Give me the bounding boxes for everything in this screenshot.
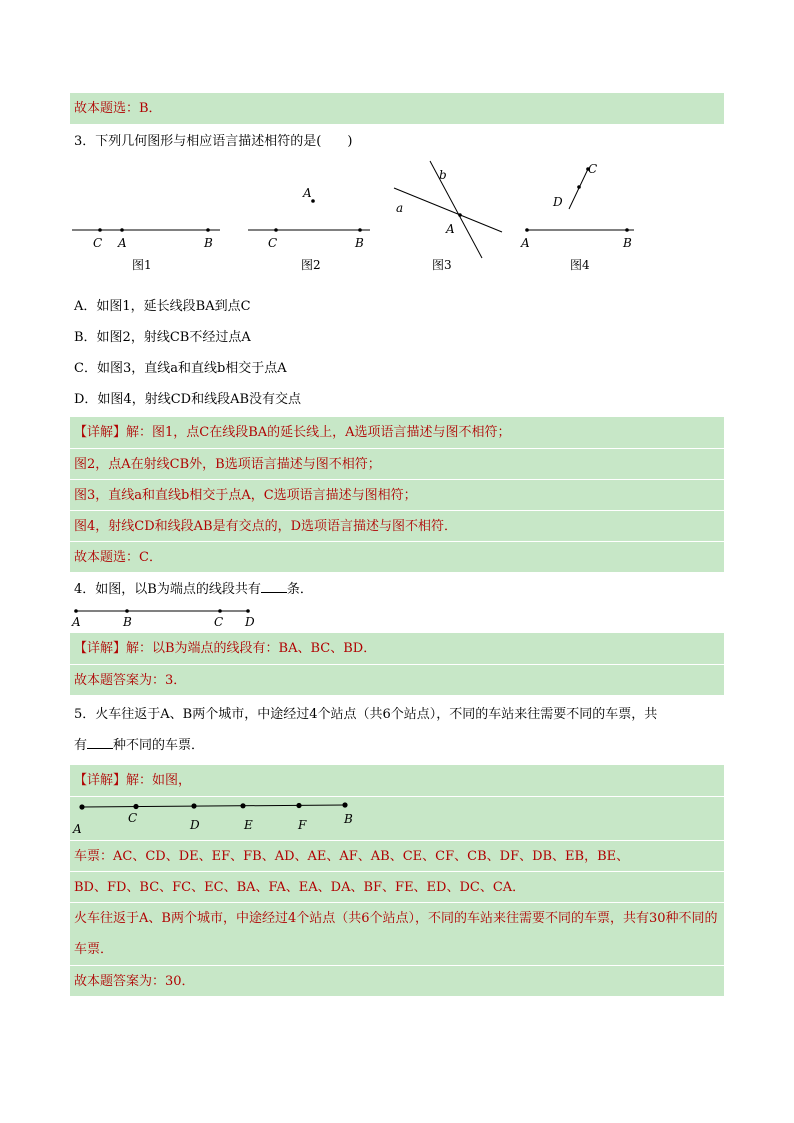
q3-f1-point-c: C	[93, 236, 103, 250]
q5-stem-after: 种不同的车票．	[113, 738, 205, 753]
q3-f4-point-c: C	[588, 162, 598, 176]
q3-figure-3	[394, 161, 502, 272]
q4-point-b: B	[123, 615, 132, 629]
q3-option-d: D．如图4，射线CD和线段AB没有交点	[74, 392, 302, 407]
q3-f2-point-c: C	[268, 236, 278, 250]
q5-figure-band	[70, 796, 724, 840]
q3-f3-line-a: a	[396, 201, 404, 215]
q3-f4-point-a: A	[521, 236, 530, 250]
q3-figure-2-label: 图2	[301, 258, 321, 272]
q4-blank	[261, 580, 287, 593]
q3-option-c: C．如图3，直线a和直线b相交于点A	[74, 361, 287, 376]
q3-figure-1-label: 图1	[132, 258, 152, 272]
q5-tickets-line1: 车票：AC、CD、DE、EF、FB、AD、AE、AF、AB、CE、CF、CB、DF、DB、EB，BE、	[70, 840, 724, 871]
q5-point-f: F	[298, 818, 307, 832]
q4-point-d: D	[245, 615, 255, 629]
q3-figure-1	[72, 228, 220, 272]
q5-stem-line1: 5．火车往返于A、B两个城市，中途经过4个站点（共6个站点），不同的车站来往需要不同的车票，共	[74, 707, 658, 722]
q3-figure-3-label: 图3	[432, 258, 452, 272]
q3-f3-line-b: b	[439, 168, 447, 182]
q3-figure-4	[520, 162, 634, 272]
q5-point-a: A	[73, 822, 82, 836]
q3-f2-point-a: A	[303, 186, 312, 200]
q4-stem	[70, 574, 724, 605]
q3-stem: 3．下列几何图形与相应语言描述相符的是( )	[74, 134, 353, 149]
q3-f1-point-b: B	[204, 236, 213, 250]
q5-conclusion: 火车往返于A、B两个城市，中途经过4个站点（共6个站点），不同的车站来往需要不同的车票，共有30种不同的车票．	[70, 902, 724, 965]
document-page	[70, 93, 724, 996]
q3-answer: 故本题选：C．	[70, 541, 724, 572]
q3-option-b: B．如图2，射线CB不经过点A	[74, 330, 251, 345]
q3-solution-1: 【详解】解：图1，点C在线段BA的延长线上，A选项语言描述与图不相符；	[70, 417, 724, 448]
q4-solution-1: 【详解】解：以B为端点的线段有：BA、BC、BD．	[70, 633, 724, 664]
q3-f4-point-b: B	[623, 236, 632, 250]
q5-figure	[70, 797, 724, 840]
q4-figure	[70, 605, 724, 629]
q5-point-b: B	[344, 812, 353, 826]
q3-solution-3: 图3，直线a和直线b相交于点A，C选项语言描述与图相符；	[70, 479, 724, 510]
q3-figure-2	[248, 186, 370, 272]
q3-solution-4: 图4，射线CD和线段AB是有交点的，D选项语言描述与图不相符．	[70, 510, 724, 541]
q5-stem-before: 有	[74, 738, 88, 753]
q5-solution-intro: 【详解】解：如图，	[70, 765, 724, 796]
q5-stem-line2	[70, 730, 724, 761]
q5-tickets-line2: BD、FD、BC、FC、EC、BA、FA、EA、DA、BF、FE、ED、DC、CA．	[70, 871, 724, 902]
q5-blank	[87, 736, 113, 749]
q3-solution-2: 图2，点A在射线CB外，B选项语言描述与图不相符；	[70, 448, 724, 479]
q5-point-d: D	[190, 818, 200, 832]
q4-point-a: A	[72, 615, 81, 629]
q3-figure-4-label: 图4	[570, 258, 590, 272]
q4-answer: 故本题答案为：3．	[70, 664, 724, 695]
q3-f1-point-a: A	[118, 236, 127, 250]
q4-stem-after: 条．	[286, 582, 313, 597]
q3-figures	[70, 157, 724, 285]
q4-point-c: C	[214, 615, 224, 629]
q2-answer-line: 故本题选：B．	[70, 93, 724, 124]
q5-answer: 故本题答案为：30．	[70, 965, 724, 996]
q5-point-c: C	[128, 811, 138, 825]
q4-stem-before: 4．如图，以B为端点的线段共有	[74, 582, 261, 597]
q3-f4-point-d: D	[553, 195, 563, 209]
q3-f2-point-b: B	[355, 236, 364, 250]
q5-point-e: E	[244, 818, 253, 832]
q3-option-a: A．如图1，延长线段BA到点C	[74, 299, 251, 314]
q3-f3-point-a: A	[446, 222, 455, 236]
